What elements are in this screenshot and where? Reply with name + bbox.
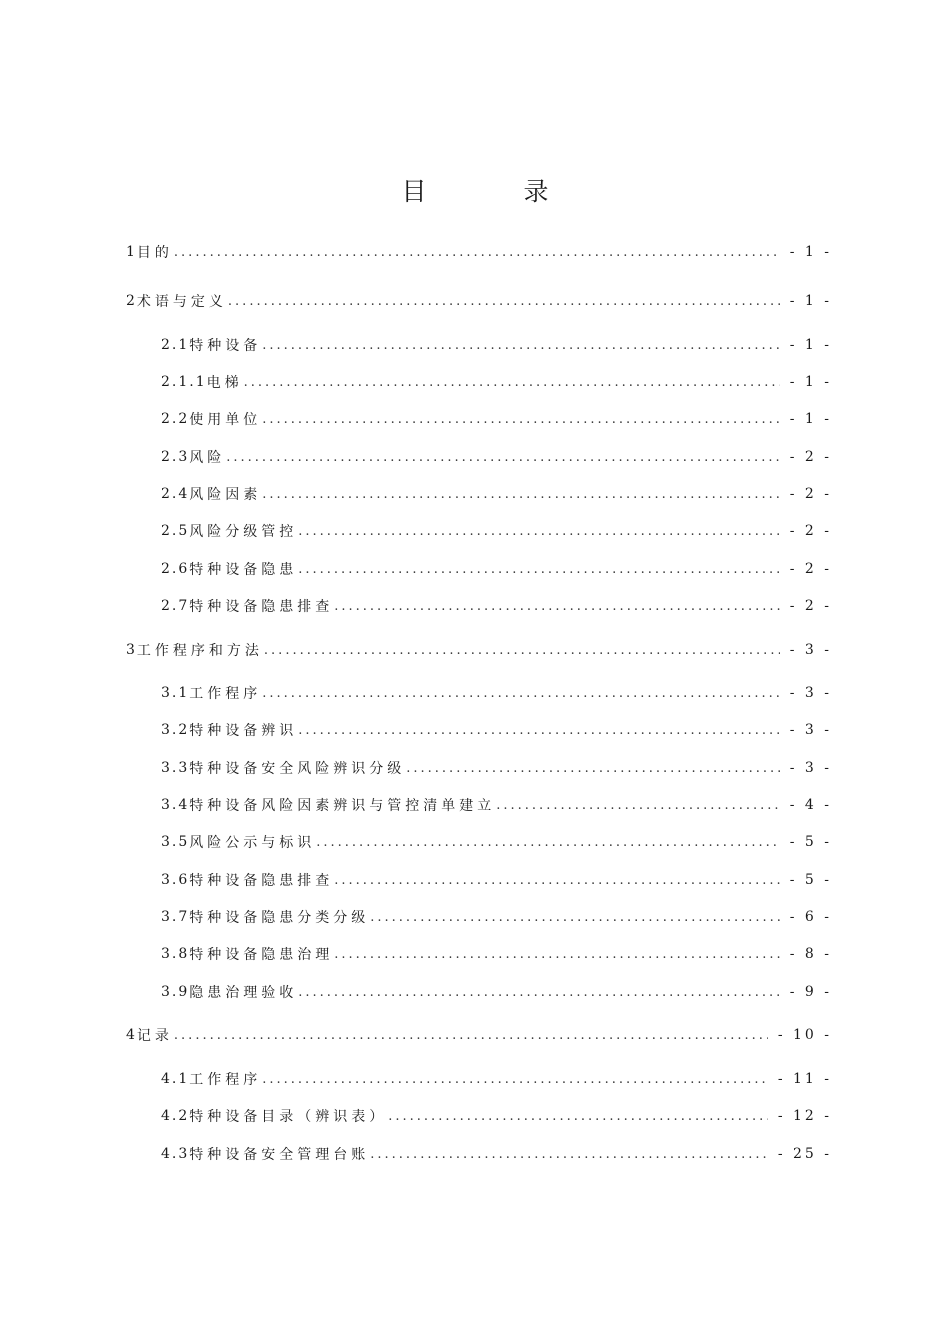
- toc-entry-2-5[interactable]: [161, 521, 832, 541]
- toc-title: 风险因素: [189, 487, 262, 503]
- dot-leader: [264, 643, 780, 658]
- toc-title: 工作程序: [189, 686, 262, 702]
- toc-title: 特种设备辨识: [189, 723, 298, 739]
- toc-number: 2.2: [161, 411, 190, 427]
- toc-title: 特种设备隐患治理: [189, 947, 334, 963]
- toc-page-number: - 3 -: [789, 760, 832, 776]
- toc-title: 工作程序和方法: [136, 643, 263, 659]
- dot-leader: [174, 1028, 768, 1043]
- toc-entry-4-2[interactable]: [161, 1106, 832, 1126]
- toc-title: 风险公示与标识: [189, 835, 316, 851]
- toc-page-number: - 9 -: [789, 984, 832, 1000]
- toc-page-number: - 1 -: [789, 411, 832, 427]
- toc-title: 记录: [136, 1028, 173, 1044]
- toc-entry-2-4[interactable]: [161, 484, 832, 504]
- toc-entry-2-3[interactable]: [161, 447, 832, 467]
- toc-number: 3.3: [161, 760, 190, 776]
- toc-number: 2.3: [161, 449, 190, 465]
- dot-leader: [226, 450, 779, 465]
- toc-title: 特种设备隐患排查: [189, 599, 334, 615]
- dot-leader: [298, 723, 779, 738]
- toc-title: 特种设备风险因素辨识与管控清单建立: [189, 798, 496, 814]
- toc-page-number: - 2 -: [789, 598, 832, 614]
- dot-leader: [244, 375, 780, 390]
- toc-number: 3.8: [161, 946, 190, 962]
- toc-title: 特种设备隐患排查: [189, 873, 334, 889]
- toc-entry-3-7[interactable]: [161, 907, 832, 927]
- dot-leader: [334, 947, 779, 962]
- toc-page-number: - 5 -: [789, 834, 832, 850]
- toc-number: 3.5: [161, 834, 190, 850]
- dot-leader: [262, 412, 779, 427]
- dot-leader: [298, 985, 779, 1000]
- toc-page-number: - 2 -: [789, 486, 832, 502]
- toc-title: 使用单位: [189, 412, 262, 428]
- toc-entry-3-9[interactable]: [161, 982, 832, 1002]
- toc-number: 2.5: [161, 523, 190, 539]
- toc-page-number: - 2 -: [789, 561, 832, 577]
- toc-number: 2.1: [161, 337, 190, 353]
- toc-page-number: - 25 -: [777, 1146, 832, 1162]
- toc-entry-3-1[interactable]: [161, 683, 832, 703]
- dot-leader: [388, 1109, 768, 1124]
- dot-leader: [262, 686, 779, 701]
- toc-page-number: - 1 -: [789, 337, 832, 353]
- toc-page-number: - 4 -: [789, 797, 832, 813]
- toc-page-number: - 2 -: [789, 449, 832, 465]
- dot-leader: [370, 1147, 768, 1162]
- toc-number: 2.6: [161, 561, 190, 577]
- toc-number: 4.3: [161, 1146, 190, 1162]
- toc-title: 电梯: [206, 375, 243, 391]
- toc-number: 2: [126, 293, 137, 309]
- toc-number: 3: [126, 642, 137, 658]
- toc-entry-2-7[interactable]: [161, 596, 832, 616]
- toc-number: 3.2: [161, 722, 190, 738]
- dot-leader: [496, 798, 779, 813]
- dot-leader: [370, 910, 779, 925]
- dot-leader: [334, 599, 779, 614]
- toc-title: 隐患治理验收: [189, 985, 298, 1001]
- toc-entry-2-1-1[interactable]: [161, 372, 832, 392]
- toc-page-number: - 3 -: [789, 722, 832, 738]
- toc-page-number: - 3 -: [789, 642, 832, 658]
- toc-entry-4-1[interactable]: [161, 1069, 832, 1089]
- toc-number: 3.7: [161, 909, 190, 925]
- toc-entry-3-3[interactable]: [161, 758, 832, 778]
- toc-entry-4-3[interactable]: [161, 1144, 832, 1164]
- toc-number: 3.1: [161, 685, 190, 701]
- toc-page-number: - 5 -: [789, 872, 832, 888]
- toc-number: 4.2: [161, 1108, 190, 1124]
- toc-entry-2[interactable]: [126, 291, 832, 311]
- toc-number: 3.4: [161, 797, 190, 813]
- toc-title: 风险: [189, 450, 226, 466]
- toc-title: 特种设备隐患: [189, 562, 298, 578]
- toc-page-number: - 3 -: [789, 685, 832, 701]
- dot-leader: [228, 294, 780, 309]
- toc-title: 特种设备目录（辨识表）: [189, 1109, 388, 1125]
- toc-page-number: - 6 -: [789, 909, 832, 925]
- toc-title: 特种设备隐患分类分级: [189, 910, 370, 926]
- toc-number: 2.4: [161, 486, 190, 502]
- dot-leader: [334, 873, 779, 888]
- toc-page-number: - 11 -: [777, 1071, 832, 1087]
- dot-leader: [262, 487, 779, 502]
- toc-entry-3-5[interactable]: [161, 832, 832, 852]
- toc-page-number: - 1 -: [789, 293, 832, 309]
- toc-entry-3-8[interactable]: [161, 944, 832, 964]
- dot-leader: [262, 1072, 768, 1087]
- page-title: 目 录: [401, 177, 585, 206]
- toc-number: 4.1: [161, 1071, 190, 1087]
- toc-entry-4[interactable]: [126, 1025, 832, 1045]
- dot-leader: [316, 835, 779, 850]
- toc-number: 2.7: [161, 598, 190, 614]
- toc-entry-3-2[interactable]: [161, 720, 832, 740]
- toc-number: 4: [126, 1027, 137, 1043]
- toc-title: 特种设备: [189, 338, 262, 354]
- toc-page-number: - 1 -: [789, 374, 832, 390]
- toc-number: 3.6: [161, 872, 190, 888]
- toc-page-number: - 10 -: [777, 1027, 832, 1043]
- dot-leader: [174, 245, 780, 260]
- toc-title: 工作程序: [189, 1072, 262, 1088]
- dot-leader: [262, 338, 779, 353]
- toc-number: 3.9: [161, 984, 190, 1000]
- toc-page-number: - 1 -: [789, 244, 832, 260]
- toc-entry-3[interactable]: [126, 640, 832, 660]
- toc-entry-2-6[interactable]: [161, 559, 832, 579]
- dot-leader: [298, 562, 779, 577]
- toc-number: 1: [126, 244, 137, 260]
- toc-title: 术语与定义: [136, 294, 227, 310]
- toc-page-number: - 8 -: [789, 946, 832, 962]
- toc-page-number: - 12 -: [777, 1108, 832, 1124]
- toc-entry-2-1[interactable]: [161, 335, 832, 355]
- toc-title: 特种设备安全风险辨识分级: [189, 761, 406, 777]
- toc-title: 风险分级管控: [189, 524, 298, 540]
- toc-entry-3-6[interactable]: [161, 870, 832, 890]
- toc-entry-1[interactable]: [126, 242, 832, 262]
- toc-entry-3-4[interactable]: [161, 795, 832, 815]
- toc-entry-2-2[interactable]: [161, 409, 832, 429]
- dot-leader: [406, 761, 779, 776]
- toc-number: 2.1.1: [161, 374, 207, 390]
- dot-leader: [298, 524, 779, 539]
- toc-title: 特种设备安全管理台账: [189, 1147, 370, 1163]
- toc-page-number: - 2 -: [789, 523, 832, 539]
- toc-title: 目的: [136, 245, 173, 261]
